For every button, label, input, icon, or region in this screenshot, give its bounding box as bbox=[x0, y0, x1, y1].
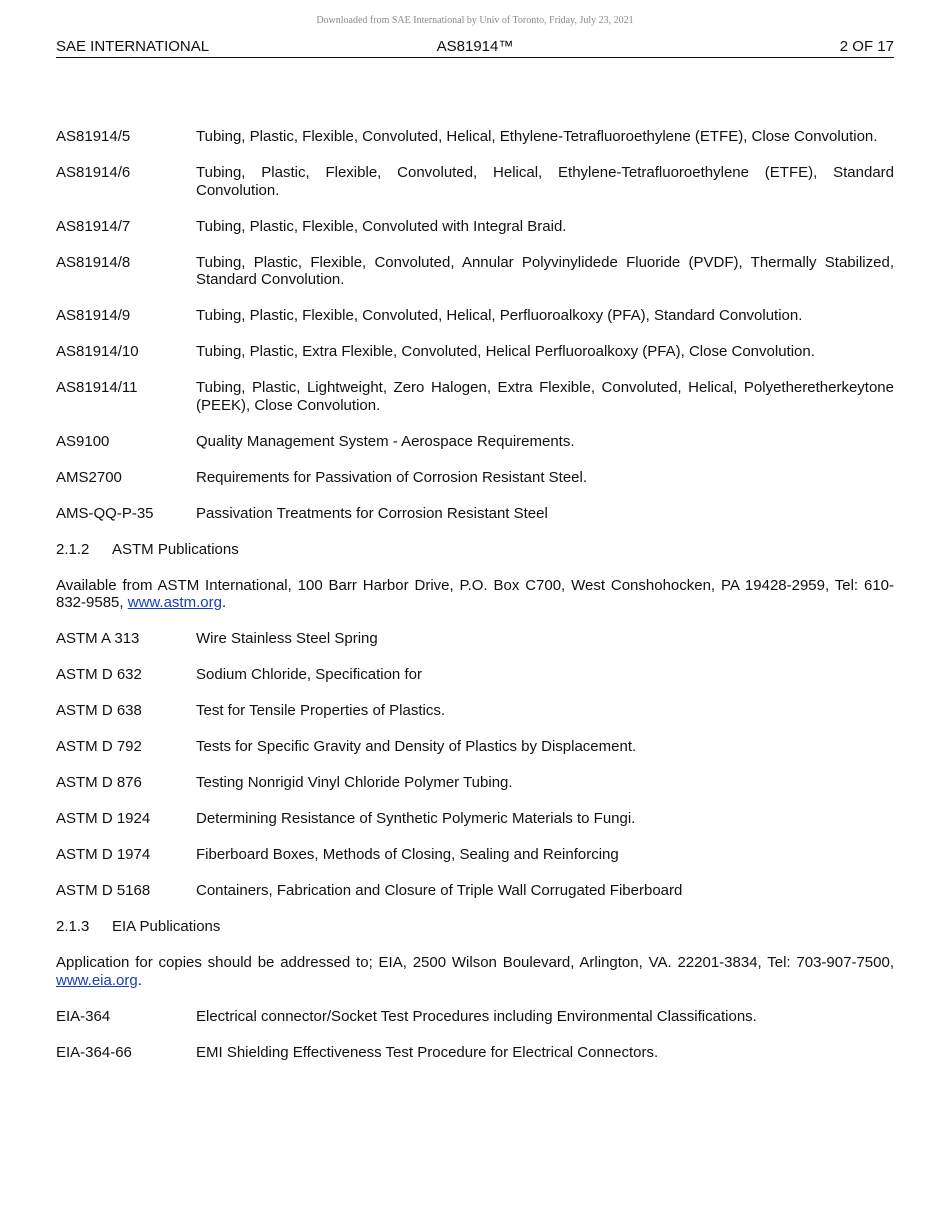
paragraph-end: . bbox=[137, 971, 142, 989]
reference-code: ASTM D 5168 bbox=[56, 882, 151, 899]
reference-entry bbox=[56, 1044, 894, 1062]
reference-description: Tubing, Plastic, Extra Flexible, Convoluted, Helical Perfluoroalkoxy (PFA), Close Convolution. bbox=[196, 343, 815, 360]
eia-availability-paragraph bbox=[56, 954, 894, 989]
reference-code: AS81914/8 bbox=[56, 253, 131, 271]
reference-description: Tubing, Plastic, Flexible, Convoluted, Helical, Perfluoroalkoxy (PFA), Standard Convolution. bbox=[196, 307, 803, 324]
page-header bbox=[56, 38, 894, 58]
reference-entry bbox=[56, 164, 894, 199]
reference-description: Tests for Specific Gravity and Density of Plastics by Displacement. bbox=[196, 738, 637, 755]
reference-code: AS9100 bbox=[56, 432, 110, 450]
paragraph-text: Available from ASTM International, 100 Barr Harbor Drive, P.O. Box C700, West Conshohocken, PA 19428-2959, Tel: 610-832-9585, bbox=[56, 576, 894, 611]
section-heading-astm bbox=[56, 541, 894, 559]
reference-entry bbox=[56, 774, 894, 792]
astm-availability-paragraph bbox=[56, 577, 894, 612]
reference-code: AMS-QQ-P-35 bbox=[56, 504, 154, 522]
reference-entry bbox=[56, 254, 894, 289]
reference-description: Tubing, Plastic, Flexible, Convoluted, Helical, Ethylene-Tetrafluoroethylene (ETFE), Standard Convolution. bbox=[196, 164, 894, 199]
reference-description: Quality Management System - Aerospace Requirements. bbox=[196, 432, 575, 450]
reference-entry bbox=[56, 307, 894, 325]
reference-code: AS81914/5 bbox=[56, 128, 131, 145]
reference-code: ASTM D 792 bbox=[56, 738, 142, 755]
section-title: EIA Publications bbox=[112, 918, 221, 935]
reference-description: Fiberboard Boxes, Methods of Closing, Sealing and Reinforcing bbox=[196, 846, 619, 863]
header-document-number: AS81914™ bbox=[436, 38, 514, 55]
reference-entry bbox=[56, 846, 894, 864]
reference-entry bbox=[56, 810, 894, 828]
reference-code: EIA-364-66 bbox=[56, 1043, 132, 1061]
astm-website-link[interactable]: www.astm.org bbox=[127, 594, 222, 611]
reference-description: Electrical connector/Socket Test Procedures including Environmental Classifications. bbox=[196, 1007, 757, 1025]
reference-entry bbox=[56, 469, 894, 487]
reference-entry bbox=[56, 379, 894, 414]
paragraph-end: . bbox=[221, 594, 227, 611]
reference-code: AS81914/6 bbox=[56, 164, 131, 181]
section-title: ASTM Publications bbox=[112, 540, 239, 558]
reference-code: AS81914/7 bbox=[56, 217, 131, 235]
reference-code: ASTM D 1974 bbox=[56, 846, 151, 863]
header-page-number: 2 OF 17 bbox=[839, 38, 894, 55]
header-organization: SAE INTERNATIONAL bbox=[56, 38, 210, 55]
reference-description: Tubing, Plastic, Lightweight, Zero Halogen, Extra Flexible, Convoluted, Helical, Polyetheretherkeytone (PEEK), Close Convolution. bbox=[196, 379, 894, 414]
reference-description: Requirements for Passivation of Corrosion Resistant Steel. bbox=[196, 468, 588, 486]
reference-entry bbox=[56, 882, 894, 900]
reference-description: Sodium Chloride, Specification for bbox=[196, 666, 422, 683]
section-heading-eia bbox=[56, 918, 894, 936]
download-watermark: Downloaded from SAE International by Univ of Toronto, Friday, July 23, 2021 bbox=[316, 15, 634, 26]
reference-description: Wire Stainless Steel Spring bbox=[196, 630, 378, 647]
reference-entry bbox=[56, 343, 894, 361]
reference-description: Testing Nonrigid Vinyl Chloride Polymer Tubing. bbox=[196, 774, 513, 791]
reference-code: EIA-364 bbox=[56, 1007, 111, 1025]
document-body bbox=[56, 128, 894, 1080]
reference-description: Passivation Treatments for Corrosion Resistant Steel bbox=[196, 504, 548, 522]
reference-entry bbox=[56, 505, 894, 523]
reference-entry bbox=[56, 738, 894, 756]
reference-entry bbox=[56, 1008, 894, 1026]
reference-code: ASTM D 876 bbox=[56, 774, 142, 791]
reference-description: Tubing, Plastic, Flexible, Convoluted, Helical, Ethylene-Tetrafluoroethylene (ETFE), Close Convolution. bbox=[196, 128, 878, 145]
reference-code: ASTM D 1924 bbox=[56, 810, 151, 827]
reference-description: Determining Resistance of Synthetic Polymeric Materials to Fungi. bbox=[196, 810, 636, 827]
reference-entry bbox=[56, 218, 894, 236]
reference-description: Test for Tensile Properties of Plastics. bbox=[196, 702, 445, 719]
reference-code: ASTM D 632 bbox=[56, 666, 142, 683]
section-number: 2.1.3 bbox=[56, 918, 90, 935]
eia-website-link[interactable]: www.eia.org bbox=[56, 971, 138, 989]
section-number: 2.1.2 bbox=[56, 540, 90, 558]
reference-code: AS81914/11 bbox=[56, 379, 138, 396]
reference-description: Tubing, Plastic, Flexible, Convoluted with Integral Braid. bbox=[196, 217, 567, 235]
reference-code: AS81914/10 bbox=[56, 343, 139, 360]
reference-entry bbox=[56, 433, 894, 451]
reference-description: EMI Shielding Effectiveness Test Procedure for Electrical Connectors. bbox=[196, 1043, 659, 1061]
reference-description: Containers, Fabrication and Closure of Triple Wall Corrugated Fiberboard bbox=[196, 882, 683, 899]
reference-description: Tubing, Plastic, Flexible, Convoluted, Annular Polyvinylidede Fluoride (PVDF), Thermally Stabilized, Standard Convolution. bbox=[196, 253, 894, 288]
paragraph-text: Application for copies should be addressed to; EIA, 2500 Wilson Boulevard, Arlington, VA. 22201-3834, Tel: 703-907-7500, bbox=[56, 954, 894, 971]
reference-entry bbox=[56, 630, 894, 648]
reference-code: ASTM D 638 bbox=[56, 702, 142, 719]
reference-code: AS81914/9 bbox=[56, 307, 131, 324]
reference-code: ASTM A 313 bbox=[56, 630, 140, 647]
reference-entry bbox=[56, 666, 894, 684]
reference-entry bbox=[56, 128, 894, 146]
reference-entry bbox=[56, 702, 894, 720]
reference-code: AMS2700 bbox=[56, 468, 122, 486]
